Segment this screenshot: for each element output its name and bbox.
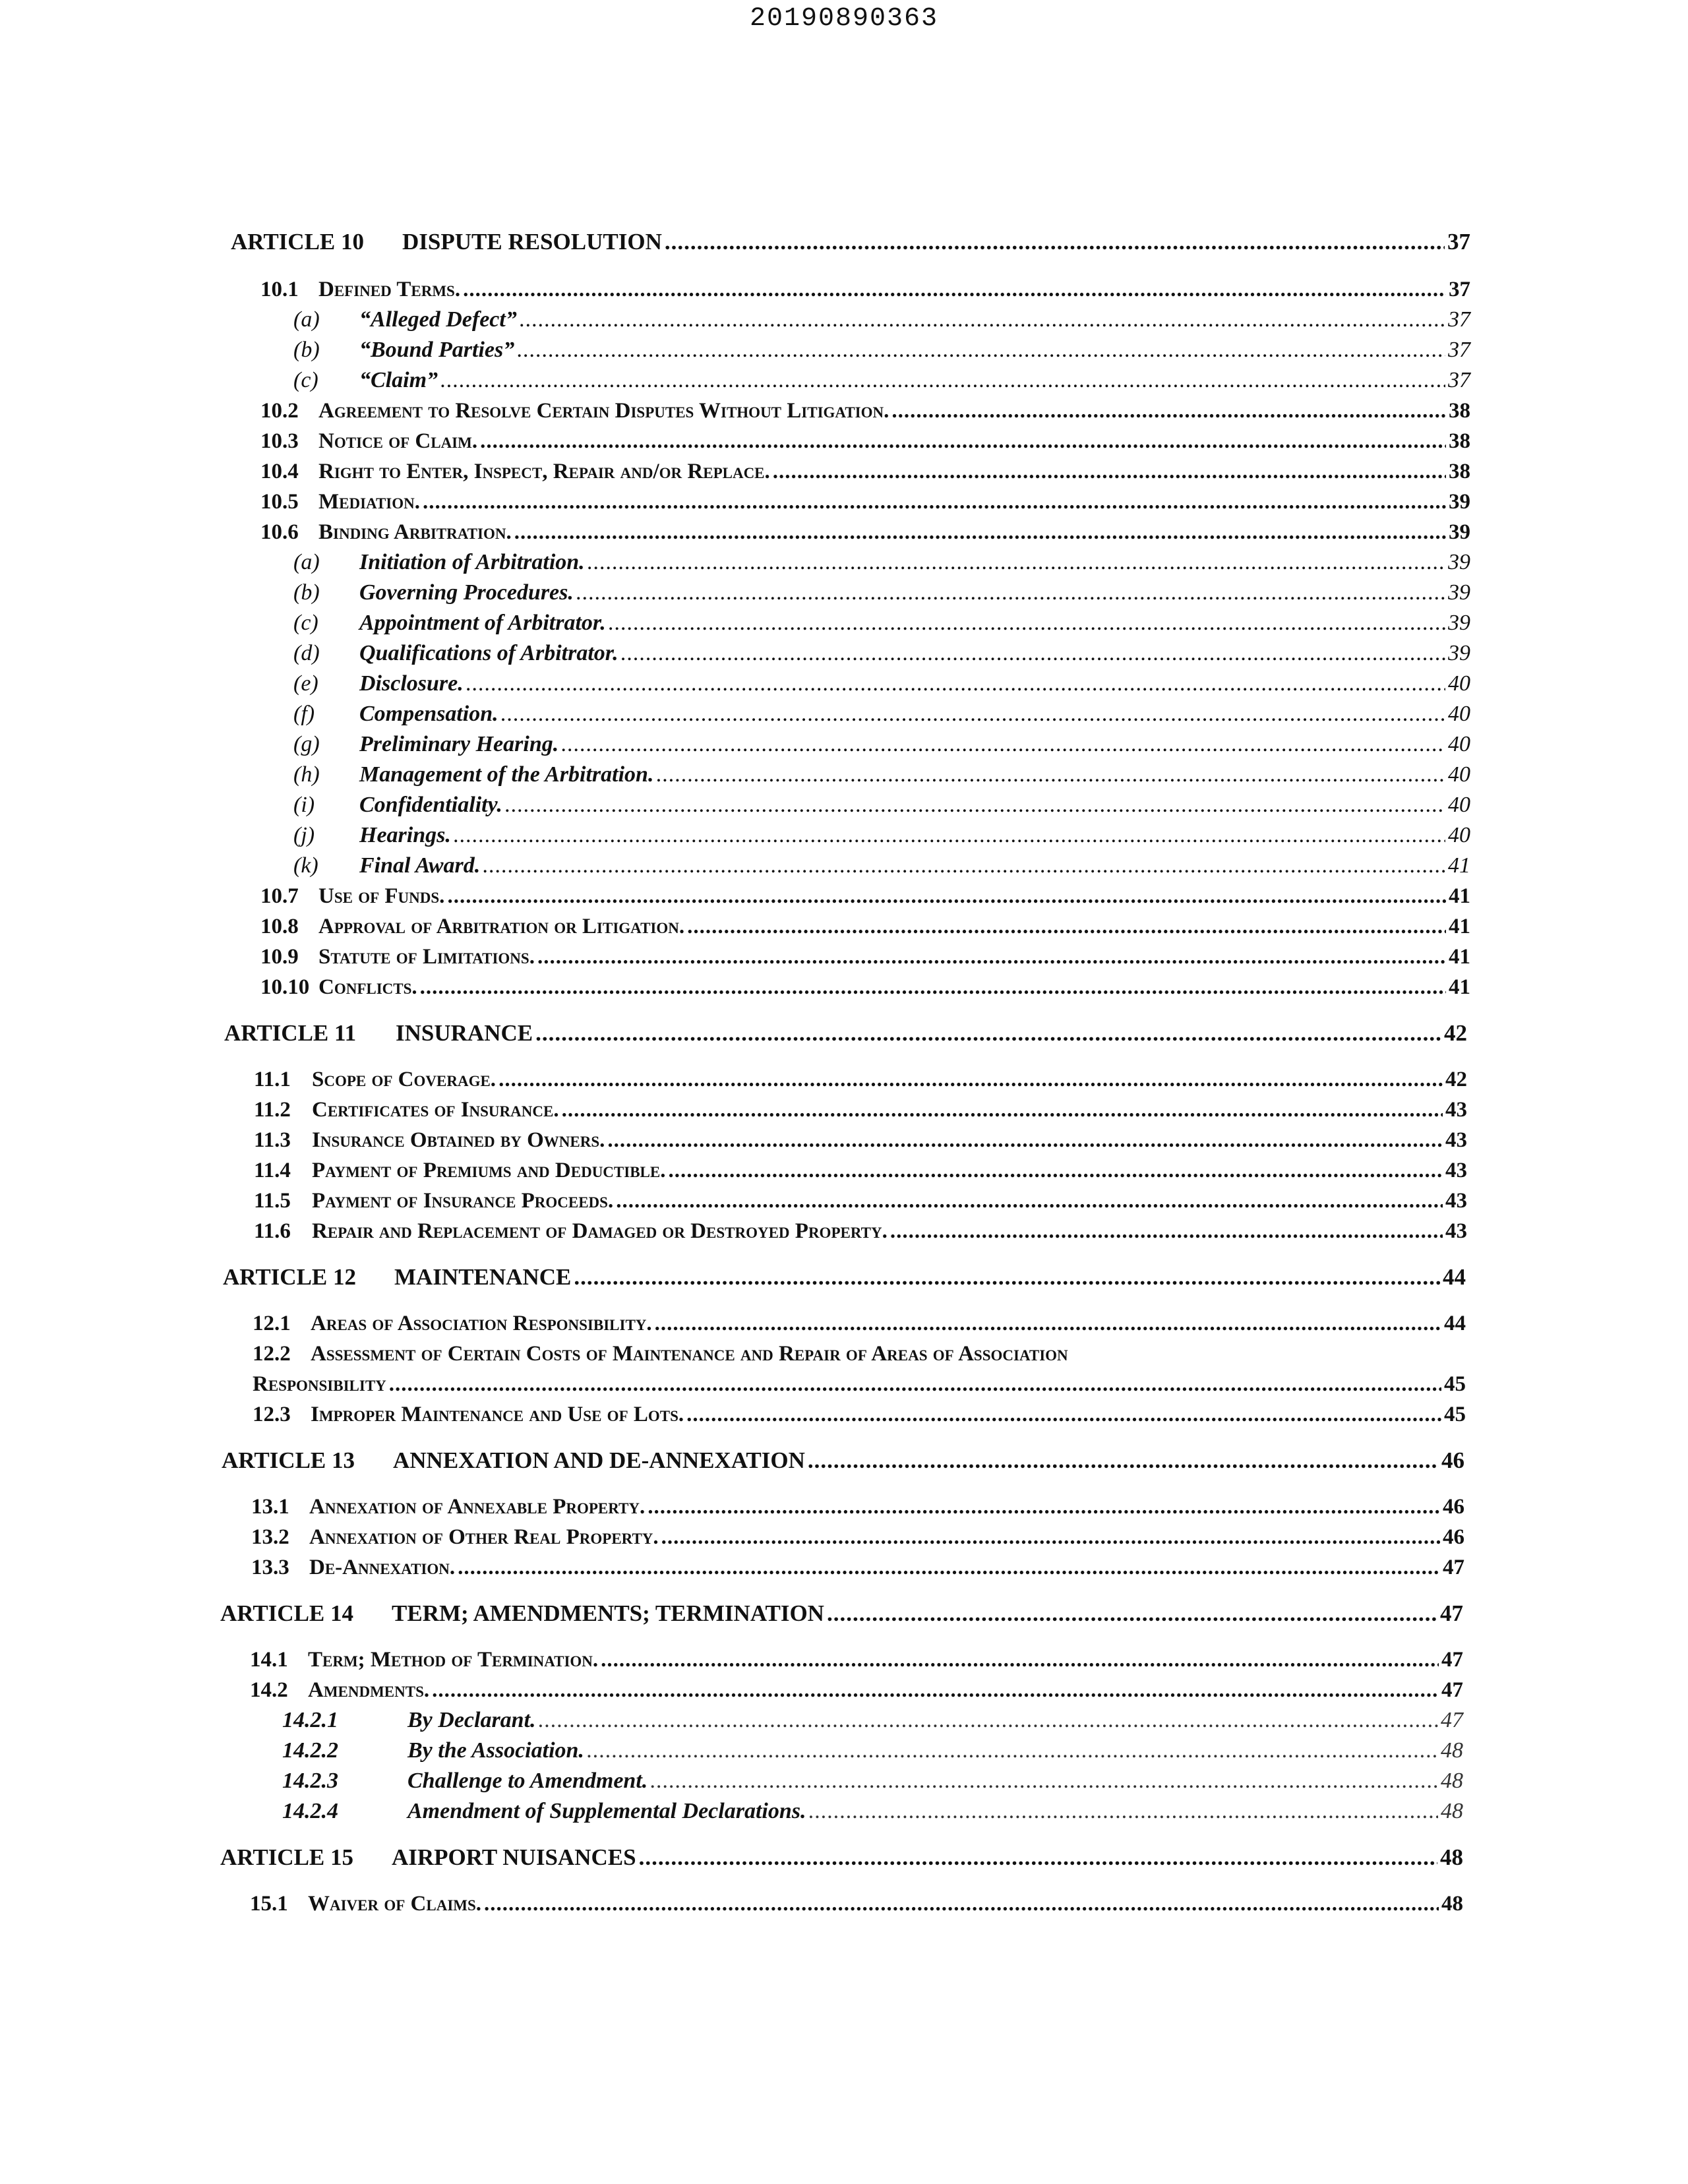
section-title: Scope of Coverage. xyxy=(312,1068,497,1091)
dot-leader xyxy=(648,1492,1440,1522)
dot-leader xyxy=(520,305,1445,335)
dot-leader xyxy=(687,911,1446,942)
section-number: 12.2 xyxy=(253,1342,291,1366)
section-title: Statute of Limitations. xyxy=(318,945,535,969)
section-number: 10.5 xyxy=(260,490,299,514)
toc-subsection-10-6-k[interactable] xyxy=(293,851,1470,881)
article-title: TERM; AMENDMENTS; TERMINATION xyxy=(392,1600,824,1626)
toc-subsection-10-1-c[interactable] xyxy=(293,365,1470,396)
dot-leader xyxy=(588,547,1445,578)
dot-leader xyxy=(440,365,1445,396)
dot-leader xyxy=(668,1155,1443,1186)
dot-leader xyxy=(517,335,1445,365)
subsection-letter: (h) xyxy=(293,762,320,787)
section-title: Agreement to Resolve Certain Disputes Without Litigation. xyxy=(318,399,889,423)
dot-leader xyxy=(607,1125,1443,1155)
toc-article-11[interactable] xyxy=(224,1018,1467,1048)
subsection-title: By the Association. xyxy=(407,1738,584,1763)
subsection-letter: (g) xyxy=(293,732,320,756)
page-number: 40 xyxy=(1448,702,1470,726)
toc-subsection-10-6-d[interactable] xyxy=(293,638,1470,669)
dot-leader xyxy=(454,820,1445,851)
toc-subsection-10-6-i[interactable] xyxy=(293,790,1470,820)
subsection-letter: (c) xyxy=(293,368,318,392)
dot-leader xyxy=(576,578,1445,608)
toc-subsection-10-1-b[interactable] xyxy=(293,335,1470,365)
page-number: 48 xyxy=(1441,1769,1463,1793)
dot-leader xyxy=(498,1064,1443,1095)
page-number: 47 xyxy=(1440,1600,1463,1626)
dot-leader xyxy=(639,1842,1437,1873)
section-title: Waiver of Claims. xyxy=(308,1892,482,1916)
section-title: Insurance Obtained by Owners. xyxy=(312,1128,605,1152)
page-number: 43 xyxy=(1445,1098,1467,1122)
page-number: 44 xyxy=(1443,1264,1466,1290)
subsection-title: Challenge to Amendment. xyxy=(407,1769,648,1793)
page-number: 48 xyxy=(1441,1892,1463,1916)
page-number: 37 xyxy=(1448,338,1470,362)
toc-subsection-10-6-h[interactable] xyxy=(293,760,1470,790)
dot-leader xyxy=(561,729,1445,760)
page-number: 46 xyxy=(1441,1447,1464,1473)
dot-leader xyxy=(501,699,1445,729)
toc-section-13-1[interactable] xyxy=(251,1492,1464,1522)
dot-leader xyxy=(537,942,1446,972)
section-title: Improper Maintenance and Use of Lots. xyxy=(311,1403,684,1426)
dot-leader xyxy=(609,608,1445,638)
subsection-letter: (e) xyxy=(293,671,318,696)
dot-leader xyxy=(539,1705,1438,1736)
toc-section-14-2[interactable] xyxy=(250,1675,1463,1705)
page-number: 47 xyxy=(1443,1556,1464,1579)
toc-section-12-1[interactable] xyxy=(253,1308,1466,1339)
article-number: ARTICLE 15 xyxy=(220,1844,354,1870)
section-title: Assessment of Certain Costs of Maintenance and Repair of Areas of Association xyxy=(311,1342,1068,1366)
dot-leader xyxy=(466,669,1445,699)
page-number: 48 xyxy=(1441,1799,1463,1823)
dot-leader xyxy=(447,881,1446,911)
subsection-title: Compensation. xyxy=(359,702,498,726)
section-title: Amendments. xyxy=(308,1678,430,1702)
subsection-letter: (b) xyxy=(293,580,320,605)
page-number: 41 xyxy=(1449,945,1470,969)
article-title: MAINTENANCE xyxy=(394,1264,572,1290)
section-number: 10.7 xyxy=(260,884,299,908)
page-number: 45 xyxy=(1444,1372,1466,1396)
section-number: 10.6 xyxy=(260,520,299,544)
dot-leader xyxy=(808,1796,1438,1827)
section-number: 12.1 xyxy=(253,1312,291,1335)
section-number: 14.2 xyxy=(250,1678,288,1702)
subsection-title: Governing Procedures. xyxy=(359,580,574,605)
subsection-letter: (c) xyxy=(293,611,318,635)
section-number: 10.3 xyxy=(260,429,299,453)
dot-leader xyxy=(650,1766,1438,1796)
toc-section-10-9[interactable] xyxy=(260,942,1470,972)
dot-leader xyxy=(656,760,1445,790)
subsection-letter: (i) xyxy=(293,793,315,817)
page-number: 40 xyxy=(1448,823,1470,847)
page-number: 38 xyxy=(1449,429,1470,453)
page-number: 43 xyxy=(1445,1189,1467,1213)
page-number: 45 xyxy=(1444,1403,1466,1426)
toc-section-11-5[interactable] xyxy=(254,1186,1467,1216)
page-number: 41 xyxy=(1448,853,1470,878)
section-title: Term; Method of Termination. xyxy=(308,1648,599,1672)
section-title: Approval of Arbitration or Litigation. xyxy=(318,915,685,938)
toc-subsection-14-2-2[interactable] xyxy=(282,1736,1463,1766)
section-title: Payment of Premiums and Deductible. xyxy=(312,1159,666,1182)
page-number: 39 xyxy=(1448,550,1470,574)
page-number: 48 xyxy=(1441,1738,1463,1763)
page-number: 48 xyxy=(1440,1844,1463,1870)
page-number: 40 xyxy=(1448,732,1470,756)
dot-leader xyxy=(463,274,1446,305)
article-title: INSURANCE xyxy=(396,1020,533,1046)
section-number: 11.3 xyxy=(254,1128,291,1152)
toc-section-10-2[interactable] xyxy=(260,396,1470,426)
dot-leader xyxy=(891,396,1446,426)
subsection-title: “Bound Parties” xyxy=(359,338,515,362)
toc-section-12-2-line2[interactable] xyxy=(253,1369,1466,1399)
page-number: 40 xyxy=(1448,793,1470,817)
page-number: 39 xyxy=(1448,580,1470,605)
article-number: ARTICLE 10 xyxy=(231,229,365,255)
dot-leader xyxy=(655,1308,1441,1339)
page-number: 41 xyxy=(1449,884,1470,908)
section-title: Areas of Association Responsibility. xyxy=(311,1312,652,1335)
toc-section-13-3[interactable] xyxy=(251,1552,1464,1583)
section-number: 10.2 xyxy=(260,399,299,423)
article-title: AIRPORT NUISANCES xyxy=(392,1844,636,1870)
toc-subsection-14-2-1[interactable] xyxy=(282,1705,1463,1736)
section-title-continued: Responsibility xyxy=(253,1372,386,1396)
dot-leader xyxy=(484,1889,1439,1919)
subsection-title: Initiation of Arbitration. xyxy=(359,550,585,574)
page-number: 46 xyxy=(1443,1525,1464,1549)
dot-leader xyxy=(773,456,1446,487)
page-number: 42 xyxy=(1444,1020,1467,1046)
subsection-title: By Declarant. xyxy=(407,1708,536,1732)
subsection-title: Disclosure. xyxy=(359,671,464,696)
toc-section-11-1[interactable] xyxy=(254,1064,1467,1095)
dot-leader xyxy=(562,1095,1443,1125)
subsection-title: Qualifications of Arbitrator. xyxy=(359,641,618,665)
subsection-number: 14.2.4 xyxy=(282,1799,338,1823)
subsection-number: 14.2.2 xyxy=(282,1738,338,1763)
toc-subsection-10-1-a[interactable] xyxy=(293,305,1470,335)
section-number: 11.5 xyxy=(254,1189,291,1213)
dot-leader xyxy=(587,1736,1438,1766)
toc-section-10-4[interactable] xyxy=(260,456,1470,487)
toc-subsection-10-6-e[interactable] xyxy=(293,669,1470,699)
article-number: ARTICLE 12 xyxy=(223,1264,357,1290)
toc-section-12-3[interactable] xyxy=(253,1399,1466,1430)
section-number: 12.3 xyxy=(253,1403,291,1426)
section-title: Mediation. xyxy=(318,490,420,514)
toc-subsection-10-6-j[interactable] xyxy=(293,820,1470,851)
toc-section-11-2[interactable] xyxy=(254,1095,1467,1125)
toc-section-12-2-line1[interactable] xyxy=(253,1339,1068,1369)
page-number: 47 xyxy=(1441,1648,1463,1672)
subsection-title: Amendment of Supplemental Declarations. xyxy=(407,1799,806,1823)
subsection-title: “Alleged Defect” xyxy=(359,307,517,332)
subsection-letter: (f) xyxy=(293,702,315,726)
toc-section-10-6[interactable] xyxy=(260,517,1470,547)
dot-leader xyxy=(480,426,1446,456)
subsection-number: 14.2.1 xyxy=(282,1708,338,1732)
subsection-title: “Claim” xyxy=(359,368,438,392)
toc-subsection-14-2-3[interactable] xyxy=(282,1766,1463,1796)
article-number: ARTICLE 13 xyxy=(222,1447,355,1473)
toc-article-14[interactable] xyxy=(220,1598,1463,1629)
toc-section-11-4[interactable] xyxy=(254,1155,1467,1186)
section-title: Defined Terms. xyxy=(318,278,461,301)
toc-subsection-10-6-a[interactable] xyxy=(293,547,1470,578)
dot-leader xyxy=(621,638,1445,669)
section-title: Binding Arbitration. xyxy=(318,520,512,544)
toc-article-13[interactable] xyxy=(222,1445,1464,1476)
document-number: 20190890363 xyxy=(749,4,939,34)
article-number: ARTICLE 14 xyxy=(220,1600,354,1626)
page-number: 42 xyxy=(1445,1068,1467,1091)
page-number: 40 xyxy=(1448,762,1470,787)
dot-leader xyxy=(601,1645,1439,1675)
subsection-title: Confidentiality. xyxy=(359,793,502,817)
section-title: Repair and Replacement of Damaged or Destroyed Property. xyxy=(312,1219,888,1243)
section-number: 11.6 xyxy=(254,1219,291,1243)
page-number: 39 xyxy=(1448,611,1470,635)
page-number: 44 xyxy=(1444,1312,1466,1335)
page-number: 38 xyxy=(1449,399,1470,423)
section-number: 11.1 xyxy=(254,1068,291,1091)
dot-leader xyxy=(420,972,1446,1002)
toc-section-10-5[interactable] xyxy=(260,487,1470,517)
section-number: 10.8 xyxy=(260,915,299,938)
dot-leader xyxy=(616,1186,1443,1216)
article-title: ANNEXATION AND DE-ANNEXATION xyxy=(393,1447,805,1473)
toc-section-10-10[interactable] xyxy=(260,972,1470,1002)
subsection-letter: (d) xyxy=(293,641,320,665)
toc-subsection-10-6-g[interactable] xyxy=(293,729,1470,760)
section-number: 10.9 xyxy=(260,945,299,969)
subsection-number: 14.2.3 xyxy=(282,1769,338,1793)
toc-section-10-7[interactable] xyxy=(260,881,1470,911)
page-number: 46 xyxy=(1443,1495,1464,1519)
section-number: 10.4 xyxy=(260,460,299,483)
subsection-title: Appointment of Arbitrator. xyxy=(359,611,606,635)
dot-leader xyxy=(432,1675,1439,1705)
toc-section-14-1[interactable] xyxy=(250,1645,1463,1675)
page-number: 39 xyxy=(1448,641,1470,665)
section-number: 15.1 xyxy=(250,1892,288,1916)
section-number: 11.4 xyxy=(254,1159,291,1182)
toc-subsection-10-6-f[interactable] xyxy=(293,699,1470,729)
page-number: 43 xyxy=(1445,1128,1467,1152)
page-number: 43 xyxy=(1445,1159,1467,1182)
dot-leader xyxy=(574,1262,1440,1292)
subsection-letter: (k) xyxy=(293,853,318,878)
toc-article-15[interactable] xyxy=(220,1842,1463,1873)
section-number: 13.1 xyxy=(251,1495,289,1519)
section-title: Conflicts. xyxy=(318,975,417,999)
dot-leader xyxy=(505,790,1445,820)
page-number: 38 xyxy=(1449,460,1470,483)
section-number: 14.1 xyxy=(250,1648,288,1672)
dot-leader xyxy=(890,1216,1443,1246)
subsection-title: Hearings. xyxy=(359,823,451,847)
toc-subsection-10-6-b[interactable] xyxy=(293,578,1470,608)
section-title: Use of Funds. xyxy=(318,884,445,908)
section-title: Annexation of Annexable Property. xyxy=(309,1495,646,1519)
section-title: Payment of Insurance Proceeds. xyxy=(312,1189,614,1213)
page-number: 40 xyxy=(1448,671,1470,696)
page-number: 37 xyxy=(1448,307,1470,332)
page-number: 37 xyxy=(1448,368,1470,392)
page-number: 41 xyxy=(1449,975,1470,999)
page-number: 39 xyxy=(1449,490,1470,514)
section-title: Notice of Claim. xyxy=(318,429,478,453)
section-number: 13.3 xyxy=(251,1556,289,1579)
subsection-letter: (j) xyxy=(293,823,315,847)
article-number: ARTICLE 11 xyxy=(224,1020,357,1046)
article-title: DISPUTE RESOLUTION xyxy=(402,229,662,255)
section-title: De-Annexation. xyxy=(309,1556,456,1579)
dot-leader xyxy=(808,1445,1439,1476)
subsection-letter: (a) xyxy=(293,307,320,332)
page-number: 43 xyxy=(1445,1219,1467,1243)
section-title: Certificates of Insurance. xyxy=(312,1098,559,1122)
section-title: Annexation of Other Real Property. xyxy=(309,1525,659,1549)
dot-leader xyxy=(827,1598,1437,1629)
section-number: 10.1 xyxy=(260,278,299,301)
toc-article-10[interactable] xyxy=(231,227,1470,257)
page-number: 39 xyxy=(1449,520,1470,544)
section-number: 11.2 xyxy=(254,1098,291,1122)
page-number: 41 xyxy=(1449,915,1470,938)
toc-section-10-3[interactable] xyxy=(260,426,1470,456)
toc-section-10-1[interactable] xyxy=(260,274,1470,305)
dot-leader xyxy=(514,517,1446,547)
subsection-letter: (a) xyxy=(293,550,320,574)
section-number: 10.10 xyxy=(260,975,310,999)
toc-section-15-1[interactable] xyxy=(250,1889,1463,1919)
subsection-letter: (b) xyxy=(293,338,320,362)
dot-leader xyxy=(483,851,1445,881)
page-number: 37 xyxy=(1449,278,1470,301)
toc-article-12[interactable] xyxy=(223,1262,1466,1292)
dot-leader xyxy=(458,1552,1440,1583)
dot-leader xyxy=(423,487,1446,517)
page-number: 37 xyxy=(1447,229,1470,255)
toc-section-11-6[interactable] xyxy=(254,1216,1467,1246)
toc-subsection-14-2-4[interactable] xyxy=(282,1796,1463,1827)
section-number: 13.2 xyxy=(251,1525,289,1549)
toc-section-11-3[interactable] xyxy=(254,1125,1467,1155)
dot-leader xyxy=(389,1369,1441,1399)
toc-subsection-10-6-c[interactable] xyxy=(293,608,1470,638)
page-number: 47 xyxy=(1441,1678,1463,1702)
dot-leader xyxy=(665,227,1445,257)
toc-section-13-2[interactable] xyxy=(251,1522,1464,1552)
subsection-title: Preliminary Hearing. xyxy=(359,732,559,756)
toc-section-10-8[interactable] xyxy=(260,911,1470,942)
dot-leader xyxy=(661,1522,1440,1552)
subsection-title: Management of the Arbitration. xyxy=(359,762,654,787)
dot-leader xyxy=(535,1018,1441,1048)
dot-leader xyxy=(686,1399,1441,1430)
page-number: 47 xyxy=(1441,1708,1463,1732)
section-title: Right to Enter, Inspect, Repair and/or Replace. xyxy=(318,460,770,483)
subsection-title: Final Award. xyxy=(359,853,481,878)
